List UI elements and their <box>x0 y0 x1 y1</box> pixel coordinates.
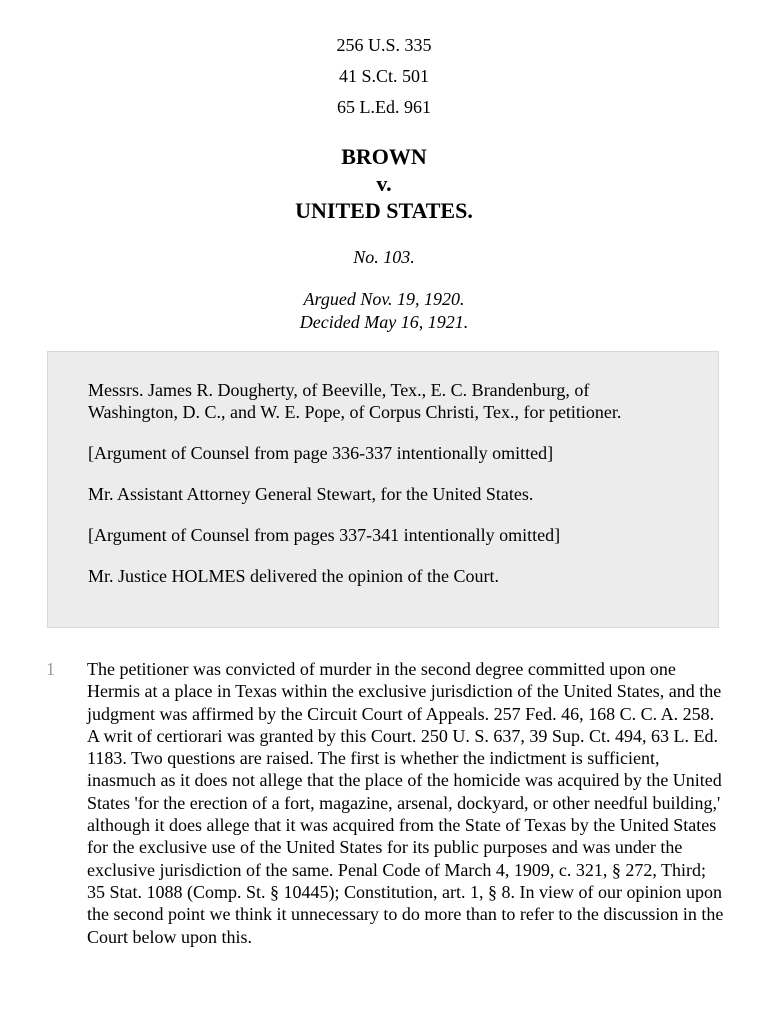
party-petitioner: BROWN <box>341 144 427 169</box>
argued-date: Argued Nov. 19, 1920. <box>303 289 465 309</box>
opinion-author: Mr. Justice HOLMES delivered the opinion of the Court. <box>88 566 499 586</box>
docket-number: No. 103. <box>353 247 415 267</box>
omitted-argument-2: [Argument of Counsel from pages 337-341 intentionally omitted] <box>88 525 561 545</box>
decided-date: Decided May 16, 1921. <box>299 312 469 332</box>
counsel-box <box>47 351 719 628</box>
omitted-argument-1: [Argument of Counsel from page 336-337 intentionally omitted] <box>88 443 554 463</box>
counsel-respondent: Mr. Assistant Attorney General Stewart, for the United States. <box>88 484 534 504</box>
opinion-paragraph: The petitioner was convicted of murder in the second degree committed upon one Hermis at a place in Texas within the exclusive jurisdiction of the United States, and the judgment was affirmed by the Circuit Court of Appeals. 257 Fed. 46, 168 C. C. A. 258. A writ of certiorari was granted by this Court. 250 U. S. 637, 39 Sup. Ct. 494, 63 L. Ed. 1183. Two questions are raised. The first is whether the indictment is sufficient, inasmuch as it does not allege that the place of the homicide was acquired by the United States 'for the erection of a fort, magazine, arsenal, dockyard, or other needful building,' although it does allege that it was acquired from the State of Texas by the United States for the exclusive use of the United States for its public purposes and was under the exclusive jurisdiction of the same. Penal Code of March 4, 1909, c. 321, § 272, Third; 35 Stat. 1088 (Comp. St. § 10445); Constitution, art. 1, § 8. In view of our opinion upon the second point we think it unnecessary to do more than to refer to the discussion in the Court below upon this. <box>87 659 724 947</box>
citation-us: 256 U.S. 335 <box>336 35 432 55</box>
counsel-petitioner: Messrs. James R. Dougherty, of Beeville, Tex., E. C. Brandenburg, of Washington, D. C., and W. E. Pope, of Corpus Christi, Tex., for petitioner. <box>88 380 622 422</box>
party-respondent: UNITED STATES. <box>295 198 473 223</box>
paragraph-number: 1 <box>46 659 55 679</box>
citation-led: 65 L.Ed. 961 <box>337 97 431 117</box>
citations <box>0 34 768 127</box>
case-dates <box>0 288 768 334</box>
citation-sct: 41 S.Ct. 501 <box>338 66 430 86</box>
case-title <box>0 143 768 224</box>
versus: v. <box>376 171 392 196</box>
